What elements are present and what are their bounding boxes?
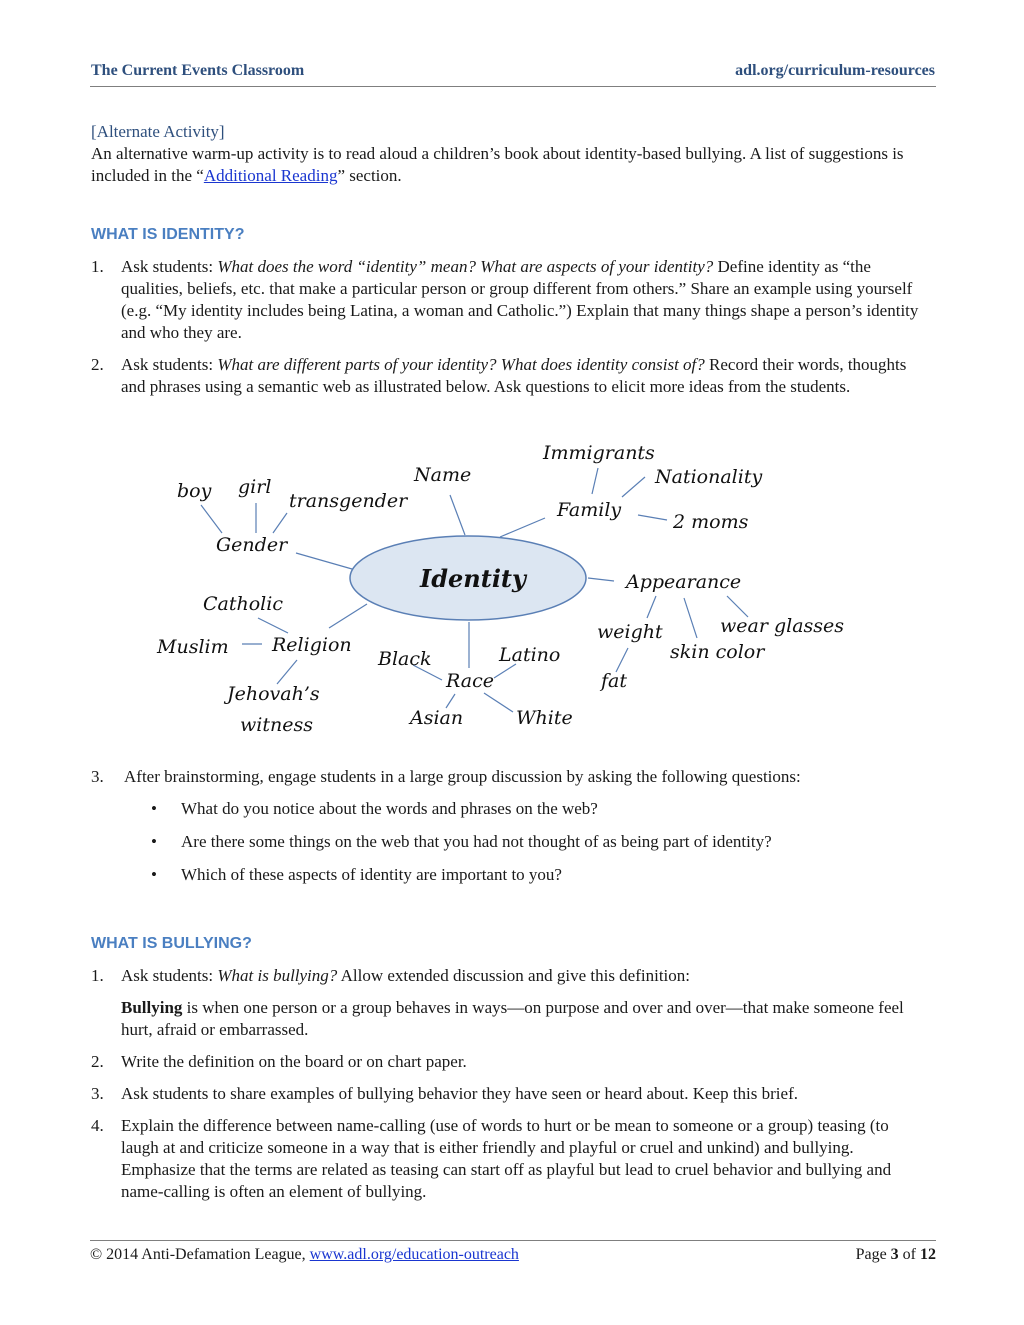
alternate-activity-text — [91, 143, 931, 187]
web-word-latino: Latino — [499, 644, 561, 666]
bullet-marker: • — [151, 799, 157, 818]
discussion-questions — [121, 798, 927, 886]
header-url[interactable]: adl.org/curriculum-resources — [735, 62, 935, 79]
identity-heading: WHAT IS IDENTITY? — [91, 226, 245, 243]
bullying-step-3 — [91, 1083, 927, 1105]
step-number: 1. — [91, 257, 104, 276]
web-word-name: Name — [414, 464, 472, 486]
step-3-text — [91, 766, 927, 886]
web-word-two-moms: 2 moms — [673, 511, 749, 533]
step-number: 4. — [91, 1116, 104, 1135]
web-word-girl: girl — [238, 476, 272, 498]
definition-text: is when one person or a group behaves in ways—on purpose and over and over—that make someone feel hurt, afraid or embarrassed. — [121, 998, 904, 1039]
page-total: 12 — [920, 1246, 936, 1263]
web-word-religion: Religion — [272, 634, 352, 656]
identity-semantic-web — [0, 430, 1024, 750]
alternate-activity — [91, 121, 931, 187]
discussion-question — [121, 798, 927, 820]
bullying-step-1 — [91, 965, 927, 1041]
web-word-gender: Gender — [216, 534, 288, 556]
question-text: Are there some things on the web that you had not thought of as being part of identity? — [181, 832, 772, 851]
step-number: 3. — [91, 767, 104, 786]
discussion-question — [121, 864, 927, 886]
step-question: What are different parts of your identity? What does identity consist of? — [217, 355, 705, 374]
step-text: Write the definition on the board or on chart paper. — [121, 1052, 467, 1071]
web-word-race: Race — [446, 670, 494, 692]
page-number — [856, 1246, 936, 1264]
bullying-steps — [91, 965, 927, 1213]
discussion-question — [121, 831, 927, 853]
web-word-weight: weight — [597, 621, 663, 643]
page-header — [90, 60, 936, 87]
web-word-skin-color: skin color — [670, 641, 765, 663]
web-word-family: Family — [557, 499, 622, 521]
step-number: 3. — [91, 1084, 104, 1103]
web-word-white: White — [516, 707, 573, 729]
step-rest: Allow extended discussion and give this definition: — [337, 966, 691, 985]
alternate-text-after: ” section. — [337, 166, 402, 185]
step-question: What is bullying? — [217, 966, 338, 985]
page-footer — [90, 1240, 936, 1264]
header-title: The Current Events Classroom — [91, 62, 305, 79]
definition-term: Bullying — [121, 998, 183, 1017]
web-word-jehovahs: Jehovah’s — [227, 683, 320, 705]
web-word-transgender: transgender — [289, 490, 408, 512]
step-3-body: After brainstorming, engage students in a large group discussion by asking the following questions: — [124, 767, 801, 786]
step-question: What does the word “identity” mean? What are aspects of your identity? — [217, 257, 714, 276]
web-word-witness: witness — [240, 714, 313, 736]
bullying-step-4 — [91, 1115, 927, 1203]
web-word-nationality: Nationality — [655, 466, 763, 488]
web-word-muslim: Muslim — [157, 636, 229, 658]
alternate-activity-tag: [Alternate Activity] — [91, 122, 225, 141]
web-word-fat: fat — [601, 670, 627, 692]
web-word-boy: boy — [177, 480, 212, 502]
question-text: What do you notice about the words and phrases on the web? — [181, 799, 598, 818]
step-rest: Define identity as “the qualities, beliefs, etc. that make a particular person or group different from others.” Share an example using yourself (e.g. “My identity includes being Latina, a woman and Catholic.”) Explain that many things shape a person’s identity and who they are. — [121, 257, 919, 342]
question-text: Which of these aspects of identity are important to you? — [181, 865, 562, 884]
web-center-label: Identity — [420, 564, 526, 593]
web-word-black: Black — [378, 648, 432, 670]
bullet-marker: • — [151, 832, 157, 851]
footer-link[interactable]: www.adl.org/education-outreach — [309, 1246, 519, 1263]
step-rest: Record their words, thoughts and phrases using a semantic web as illustrated below. Ask questions to elicit more ideas from the students. — [121, 355, 907, 396]
identity-steps — [91, 256, 927, 408]
bullet-marker: • — [151, 865, 157, 884]
step-text: Explain the difference between name-calling (use of words to hurt or be mean to someone or a group) teasing (to laugh at and criticize someone in a way that is either friendly and playful or cruel and unkind) and bullying. Emphasize that the terms are related as teasing can start off as playful but lead to cruel behavior and bullying and name-calling is often an element of bullying. — [121, 1116, 892, 1201]
step-lead: Ask students: — [121, 966, 218, 985]
bullying-definition — [121, 997, 927, 1041]
additional-reading-link[interactable]: Additional Reading — [203, 166, 338, 185]
identity-step-3 — [91, 766, 927, 897]
page-current: 3 — [890, 1246, 899, 1263]
web-word-wear-glasses: wear glasses — [720, 615, 845, 637]
page-of: of — [898, 1246, 920, 1263]
footer-copyright: © 2014 Anti-Defamation League, — [90, 1246, 310, 1263]
alternate-text-before: An alternative warm-up activity is to read aloud a children’s book about identity-based bullying. A list of suggestions is included in the “ — [91, 144, 904, 185]
step-number: 1. — [91, 966, 104, 985]
web-word-catholic: Catholic — [203, 593, 283, 615]
web-word-appearance: Appearance — [626, 571, 742, 593]
step-text: Ask students to share examples of bullying behavior they have seen or heard about. Keep this brief. — [121, 1084, 798, 1103]
step-number: 2. — [91, 355, 104, 374]
step-lead: Ask students: — [121, 355, 218, 374]
bullying-heading: WHAT IS BULLYING? — [91, 935, 252, 952]
bullying-step-2 — [91, 1051, 927, 1073]
step-lead: Ask students: — [121, 257, 218, 276]
page-label: Page — [855, 1246, 891, 1263]
step-number: 2. — [91, 1052, 104, 1071]
web-word-immigrants: Immigrants — [543, 442, 655, 464]
web-word-asian: Asian — [410, 707, 464, 729]
identity-step-1 — [91, 256, 927, 344]
identity-step-2 — [91, 354, 927, 398]
